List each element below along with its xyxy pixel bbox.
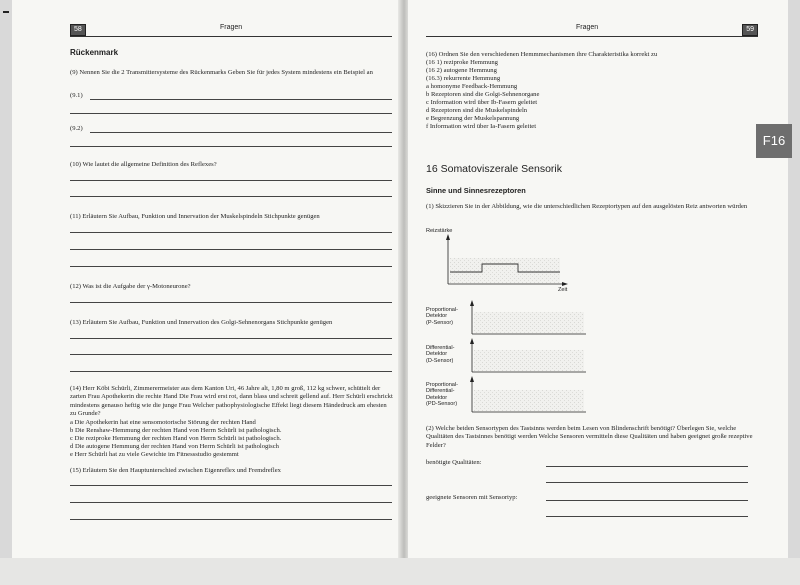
scan-mark [3, 11, 9, 13]
chapter-title: 16 Somatoviszerale Sensorik [426, 163, 562, 175]
p-sensor-axes [470, 300, 586, 334]
question-9: (9) Nennen Sie die 2 Transmittersysteme des Rückenmarks Geben Sie für jedes System mindestens ein Beispiel an [70, 69, 373, 76]
answer-line[interactable] [70, 146, 392, 147]
time-axis-label: Zeit [558, 287, 568, 293]
question-11: (11) Erläutern Sie Aufbau, Funktion und Innervation der Muskelspindeln Stichpunkte genügen [70, 213, 320, 220]
answer-line[interactable] [70, 354, 392, 355]
answer-line[interactable] [70, 338, 392, 339]
left-header [70, 24, 392, 36]
question-16: (16) Ordnen Sie den verschiedenen Hemmmechanismen ihre Charakteristika korrekt zu [426, 51, 658, 58]
question-s1: (1) Skizzieren Sie in der Abbildung, wie die unterschiedlichen Rezeptortypen auf den ausgelösten Reiz antworten würden [426, 203, 748, 210]
option-16-c: c Information wird über Ib-Fasern geleitet [426, 99, 538, 106]
right-header-title: Fragen [576, 24, 599, 31]
right-page-number: 59 [742, 24, 758, 36]
answer-line[interactable] [546, 466, 748, 467]
item-16-3: (16.3) rekurrente Hemmung [426, 75, 501, 82]
p-sensor-label: Proportional- Detektor (P-Sensor) [426, 307, 459, 326]
answer-label-9-1: (9.1) [70, 92, 83, 99]
option-14-b: b Die Renshaw-Hemmung der rechten Hand von Herrn Schürli ist pathologisch. [70, 427, 282, 434]
option-16-f: f Information wird über Ia-Fasern geleitet [426, 123, 537, 130]
left-page-number: 58 [70, 24, 86, 36]
question-s2: (2) Welche beiden Sensortypen des Tastsinns werden beim Lesen von Blindenschrift benötigt? Überlegen Sie, welche Qualitäten des Tastsinnes benötigt werden Welche Sensoren vermitteln diese Qualitäten und haben geeignet große rezeptive Felder? [426, 425, 753, 449]
answer-line[interactable] [70, 519, 392, 520]
option-16-a: a homonyme Feedback-Hemmung [426, 83, 518, 90]
question-12: (12) Was ist die Aufgabe der γ-Motoneurone? [70, 283, 191, 290]
answer-line[interactable] [546, 500, 748, 501]
question-15: (15) Erläutern Sie den Hauptunterschied zwischen Eigenreflex und Fremdreflex [70, 467, 281, 474]
answer-line[interactable] [546, 482, 748, 483]
question-10: (10) Wie lautet die allgemeine Definition des Reflexes? [70, 161, 217, 168]
answer-line[interactable] [70, 485, 392, 486]
pd-sensor-axes [470, 376, 586, 412]
qualities-label: benötigte Qualitäten: [426, 459, 482, 466]
left-page [12, 0, 400, 560]
answer-line[interactable] [90, 99, 392, 100]
option-16-d: d Rezeptoren sind die Muskelspindeln [426, 107, 528, 114]
option-16-b: b Rezeptoren sind die Golgi-Sehnenorgane [426, 91, 540, 98]
section-title: Rückenmark [70, 48, 119, 57]
answer-line[interactable] [546, 516, 748, 517]
answer-line[interactable] [70, 302, 392, 303]
left-header-title: Fragen [220, 24, 243, 31]
answer-line[interactable] [70, 232, 392, 233]
question-14: (14) Herr Köbi Schürli, Zimmerermeister aus dem Kanton Uri, 46 Jahre alt, 1,80 m groß, 112 kg schwer, schüttelt der zarten Frau Apothekerin die rechte Hand Die Frau wird erst rot, dann blass und schreit gellend auf. Herr Schürli erschrickt mindestens genauso heftig wie die junge Frau Welcher pathophysiologische Effekt liegt diesem Händedruck am ehesten zu Grunde? [70, 385, 393, 418]
option-14-d: d Die autogene Hemmung der rechten Hand von Herrn Schürli ist pathologisch [70, 443, 279, 450]
option-14-a: a Die Apothekerin hat eine sensomotorische Störung der rechten Hand [70, 419, 256, 426]
answer-line[interactable] [70, 502, 392, 503]
answer-line[interactable] [70, 196, 392, 197]
right-page [408, 0, 788, 560]
subsection-title: Sinne und Sinnesrezeptoren [426, 186, 526, 195]
answer-label-9-2: (9.2) [70, 125, 83, 132]
option-16-e: e Begrenzung der Muskelspannung [426, 115, 520, 122]
pd-sensor-label: Proportional- Differential- Detektor (PD-Sensor) [426, 382, 459, 408]
sensors-label: geeignete Sensoren mit Sensortyp: [426, 494, 518, 501]
answer-line[interactable] [70, 180, 392, 181]
answer-line[interactable] [90, 132, 392, 133]
answer-line[interactable] [70, 249, 392, 250]
right-header [426, 24, 758, 36]
item-16-2: (16 2) autogene Hemmung [426, 67, 497, 74]
answer-line[interactable] [70, 371, 392, 372]
answer-line[interactable] [70, 266, 392, 267]
question-13: (13) Erläutern Sie Aufbau, Funktion und Innervation des Golgi-Sehnenorgans Stichpunkte genügen [70, 319, 333, 326]
stimulus-axis-label: Reizstärke [426, 228, 453, 234]
item-16-1: (16 1) reziproke Hemmung [426, 59, 498, 66]
scan-bottom-edge [0, 558, 800, 585]
d-sensor-axes [470, 338, 586, 372]
d-sensor-label: Differential- Detektor (D-Sensor) [426, 345, 455, 364]
chapter-tab: F16 [756, 124, 792, 158]
answer-line[interactable] [70, 113, 392, 114]
stimulus-plot [446, 234, 568, 286]
option-14-e: e Herr Schürli hat zu viele Gewichte im Fitnessstudio gestemmt [70, 451, 239, 458]
option-14-c: c Die reziproke Hemmung der rechten Hand von Herrn Schürli ist pathologisch. [70, 435, 282, 442]
